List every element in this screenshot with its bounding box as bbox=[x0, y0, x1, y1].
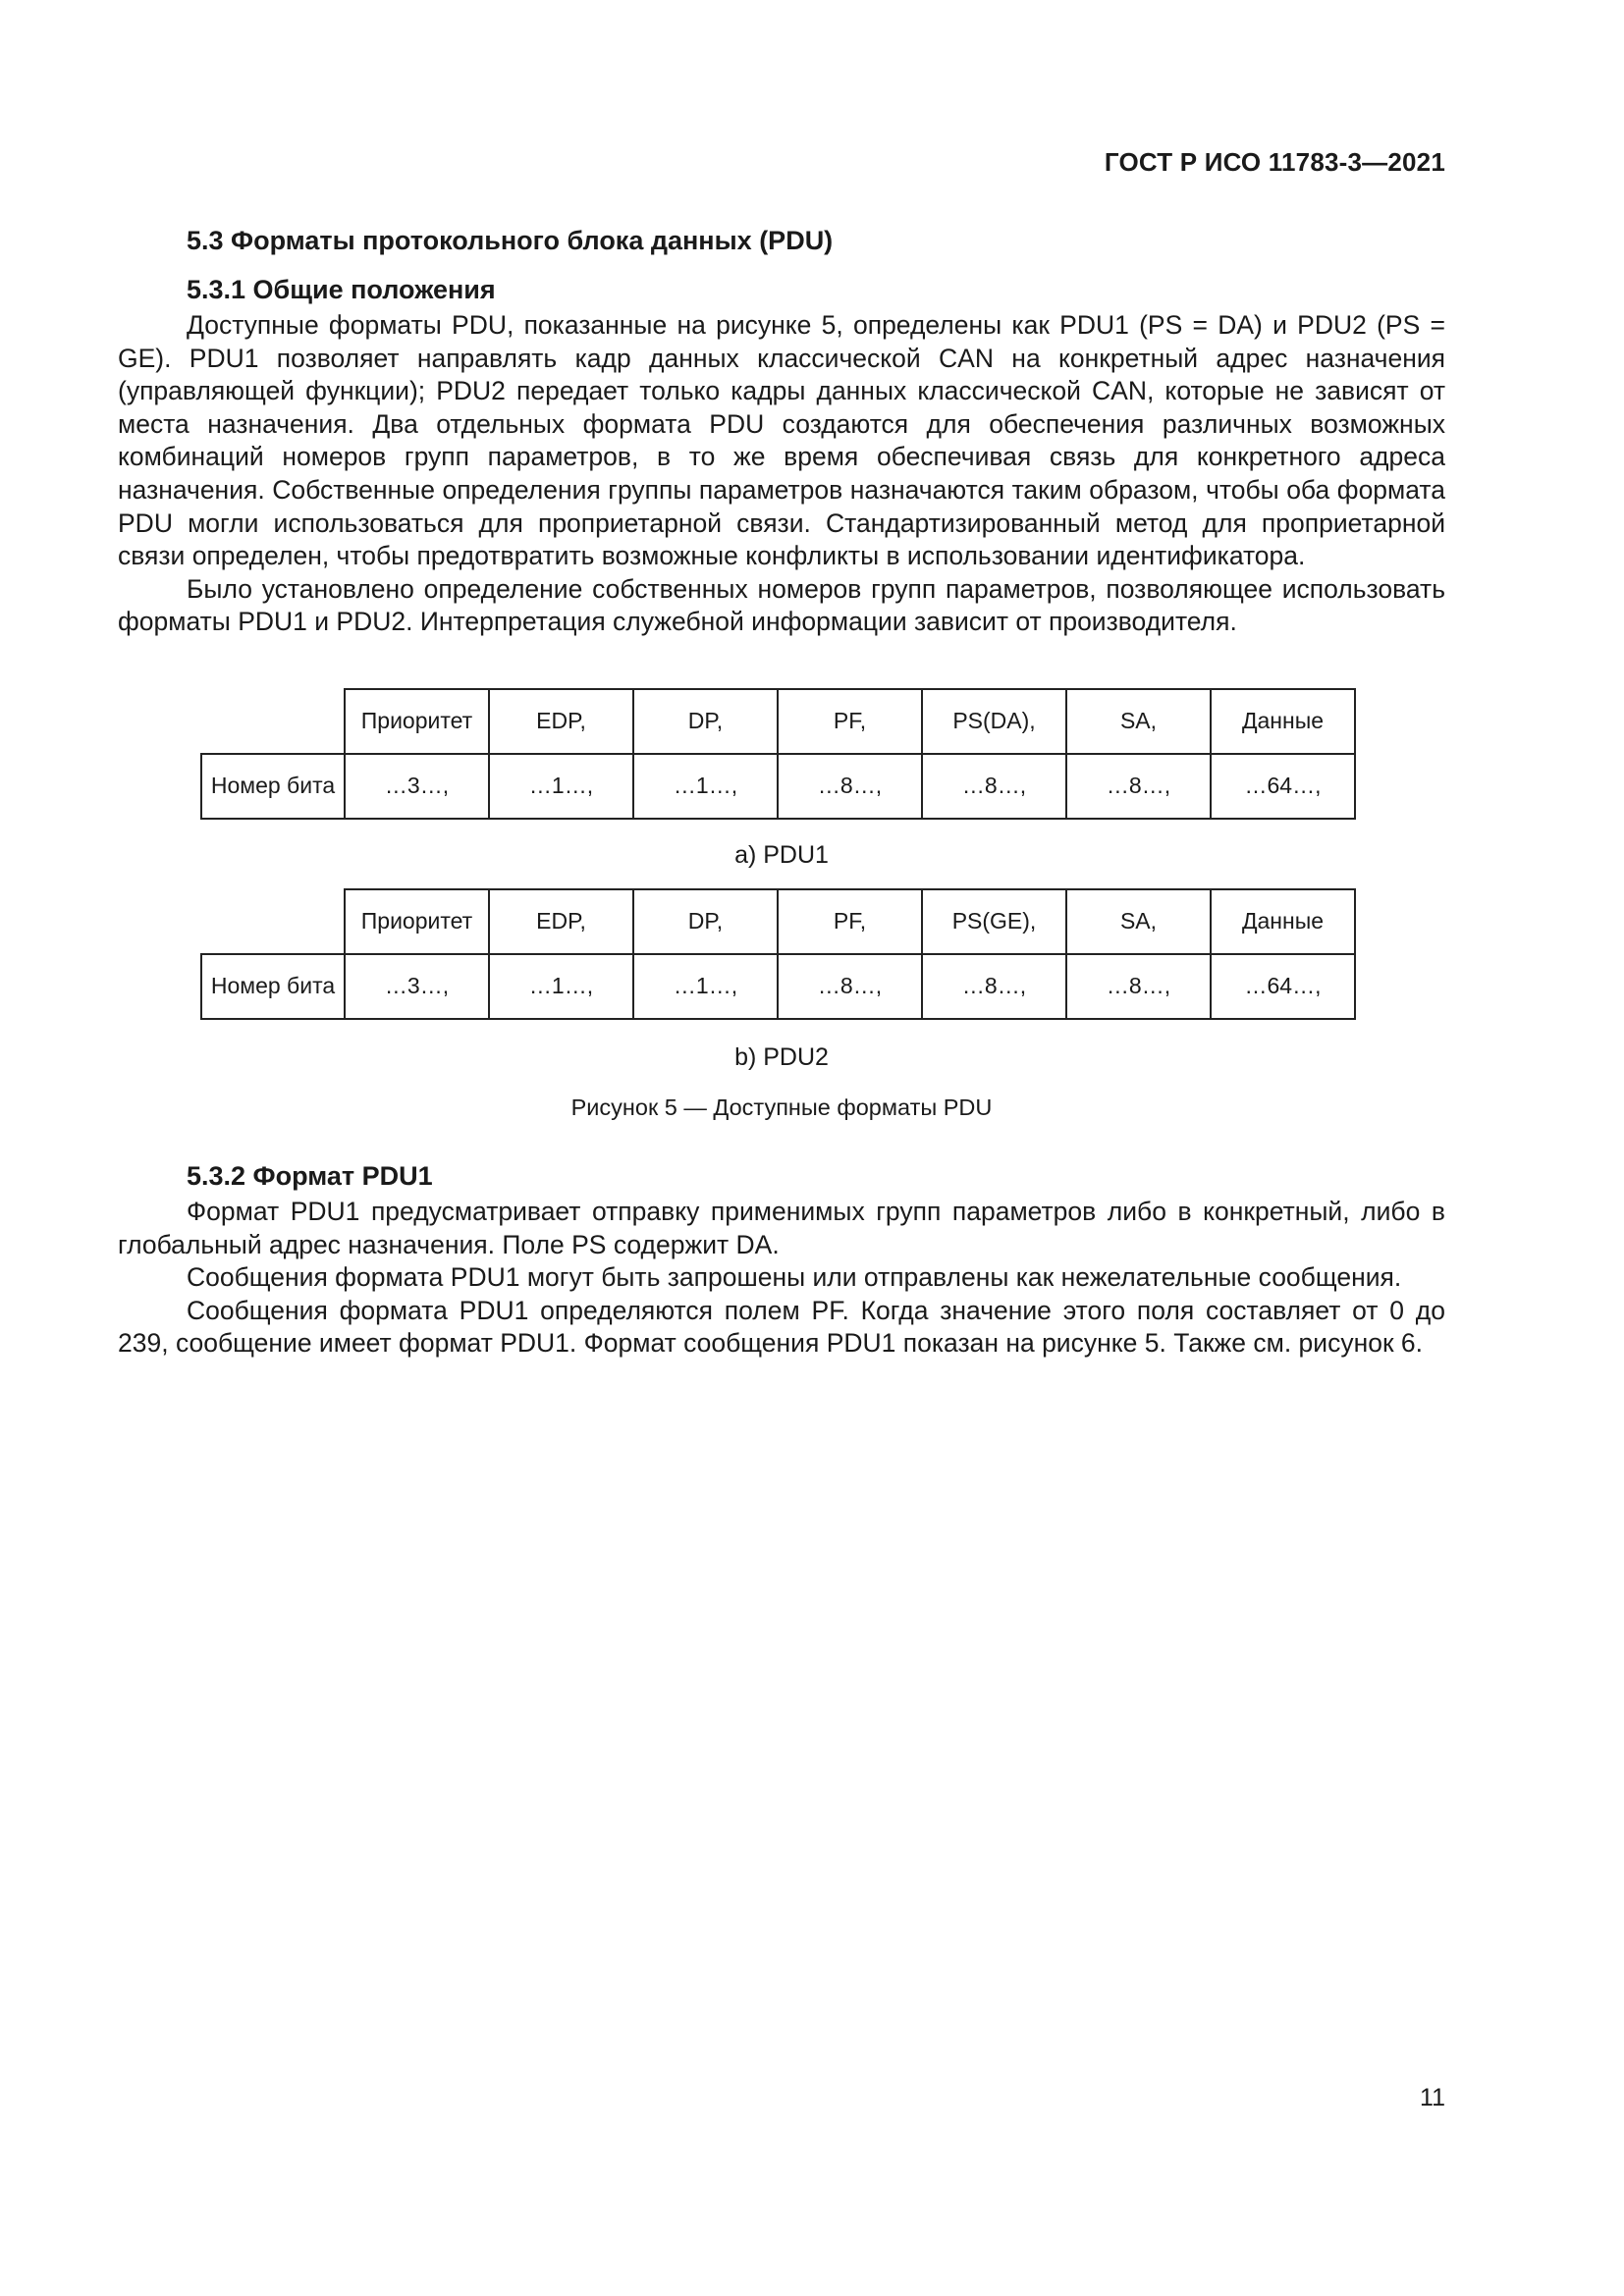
table-row bbox=[201, 954, 1355, 1019]
caption-pdu2: b) PDU2 bbox=[734, 1042, 829, 1071]
value-cell: …64…, bbox=[1211, 754, 1355, 819]
row-label: Номер бита bbox=[201, 754, 345, 819]
page-content bbox=[118, 221, 1445, 1361]
header-cell: PF, bbox=[778, 889, 922, 954]
header-cell: DP, bbox=[633, 889, 778, 954]
table-corner bbox=[201, 889, 345, 954]
header-cell: Приоритет bbox=[345, 889, 489, 954]
section-5-3-2-title: 5.3.2 Формат PDU1 bbox=[187, 1160, 433, 1191]
header-cell: SA, bbox=[1066, 689, 1211, 754]
value-cell: …8…, bbox=[922, 954, 1066, 1019]
page-number: 11 bbox=[1420, 2084, 1445, 2111]
pdu2-table bbox=[200, 888, 1356, 1020]
paragraph: Формат PDU1 предусматривает отправку применимых групп параметров либо в конкретный, либо в глобальный адрес назначения. Поле PS содержит DA. bbox=[118, 1196, 1445, 1259]
header-cell: EDP, bbox=[489, 689, 633, 754]
header-cell: EDP, bbox=[489, 889, 633, 954]
value-cell: …3…, bbox=[345, 954, 489, 1019]
value-cell: …64…, bbox=[1211, 954, 1355, 1019]
pdu1-table bbox=[200, 688, 1356, 820]
table-corner bbox=[201, 689, 345, 754]
value-cell: …8…, bbox=[778, 954, 922, 1019]
value-cell: …8…, bbox=[922, 754, 1066, 819]
paragraph: Сообщения формата PDU1 определяются полем PF. Когда значение этого поля составляет от 0 до 239, сообщение имеет формат PDU1. Формат сообщения PDU1 показан на рисунке 5. Также см. рисунок 6. bbox=[118, 1295, 1445, 1359]
section-5-3-title: 5.3 Форматы протокольного блока данных (PDU) bbox=[187, 226, 834, 255]
header-cell: PF, bbox=[778, 689, 922, 754]
value-cell: …8…, bbox=[778, 754, 922, 819]
table-header-row bbox=[201, 689, 1355, 754]
section-5-3-1-title: 5.3.1 Общие положения bbox=[187, 275, 496, 304]
header-cell: PS(DA), bbox=[922, 689, 1066, 754]
value-cell: …1…, bbox=[489, 754, 633, 819]
value-cell: …8…, bbox=[1066, 754, 1211, 819]
header-cell: Данные bbox=[1211, 889, 1355, 954]
value-cell: …3…, bbox=[345, 754, 489, 819]
table-row bbox=[201, 754, 1355, 819]
row-label: Номер бита bbox=[201, 954, 345, 1019]
header-cell: DP, bbox=[633, 689, 778, 754]
caption-pdu1: a) PDU1 bbox=[734, 840, 829, 869]
header-cell: Приоритет bbox=[345, 689, 489, 754]
figure-title: Рисунок 5 — Доступные форматы PDU bbox=[570, 1094, 993, 1120]
paragraph: Доступные форматы PDU, показанные на рисунке 5, определены как PDU1 (PS = DA) и PDU2 (PS = GE). PDU1 позволяет направлять кадр данных классической CAN на конкретный адрес назначения (управляющей функции); PDU2 передает только кадры данных классической CAN, которые не зависят от места назначения. Два отдельных формата PDU создаются для обеспечения различных возможных комбинаций номеров групп параметров, в то же время обеспечивая связь для конкретного адреса назначения. Собственные определения группы параметров назначаются таким образом, чтобы оба формата PDU могли использоваться для проприетарной связи. Стандартизированный метод для проприетарной связи определен, чтобы предотвратить возможные конфликты в использовании идентификатора. bbox=[118, 310, 1445, 571]
figure-5 bbox=[118, 688, 1445, 1121]
document-code: ГОСТ Р ИСО 11783-3—2021 bbox=[1104, 147, 1445, 177]
value-cell: …1…, bbox=[633, 754, 778, 819]
value-cell: …1…, bbox=[633, 954, 778, 1019]
paragraph: Сообщения формата PDU1 могут быть запрошены или отправлены как нежелательные сообщения. bbox=[187, 1262, 1402, 1293]
table-header-row bbox=[201, 889, 1355, 954]
header-cell: Данные bbox=[1211, 689, 1355, 754]
paragraph: Было установлено определение собственных номеров групп параметров, позволяющее использовать форматы PDU1 и PDU2. Интерпретация служебной информации зависит от производителя. bbox=[118, 573, 1445, 637]
value-cell: …1…, bbox=[489, 954, 633, 1019]
value-cell: …8…, bbox=[1066, 954, 1211, 1019]
header-cell: PS(GE), bbox=[922, 889, 1066, 954]
header-cell: SA, bbox=[1066, 889, 1211, 954]
